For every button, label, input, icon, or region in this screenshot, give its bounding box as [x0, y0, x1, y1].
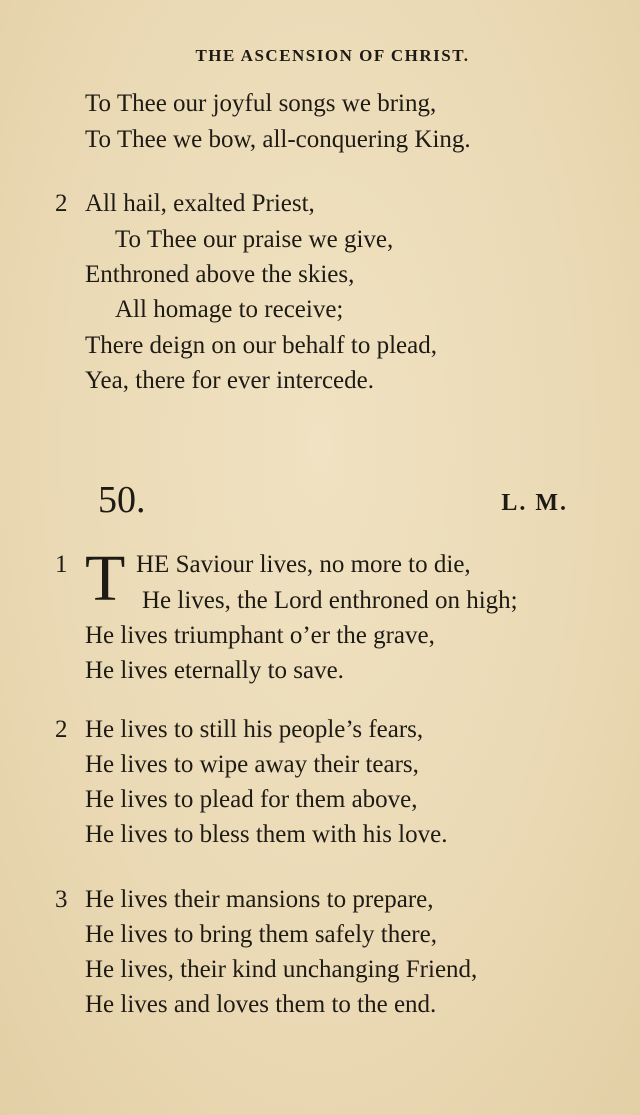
verse-number: 2 [55, 190, 68, 217]
verse-line: He lives and loves them to the end. [85, 991, 437, 1018]
verse-line: He lives to wipe away their tears, [85, 751, 419, 778]
verse-line: He lives to bring them safely there, [85, 921, 437, 948]
hymn-number: 50. [98, 479, 146, 521]
verse-line: He lives their mansions to prepare, [85, 886, 434, 913]
verse-line: He lives to still his people’s fears, [85, 716, 424, 743]
verse-number: 1 [55, 551, 68, 578]
running-head: THE ASCENSION OF CHRIST. [195, 46, 470, 65]
verse-line: HE Saviour lives, no more to die, [136, 551, 471, 578]
verse-line: He lives to bless them with his love. [85, 821, 448, 848]
verse-line: Enthroned above the skies, [85, 261, 355, 288]
verse-number: 2 [55, 716, 68, 743]
verse-line: To Thee our praise we give, [115, 226, 394, 253]
verse-line: He lives, their kind unchanging Friend, [85, 956, 478, 983]
verse-line: Yea, there for ever intercede. [85, 367, 374, 394]
continuation-line: To Thee our joyful songs we bring, [85, 90, 437, 117]
drop-cap: T [85, 542, 126, 615]
hymn-meter: L. M. [501, 490, 568, 516]
verse-line: All hail, exalted Priest, [85, 190, 315, 217]
verse-line: He lives eternally to save. [85, 657, 344, 684]
verse-line: There deign on our behalf to plead, [85, 332, 437, 359]
verse-line: He lives triumphant o’er the grave, [85, 622, 435, 649]
verse-line: He lives to plead for them above, [85, 786, 418, 813]
verse-line: He lives, the Lord enthroned on high; [142, 587, 518, 614]
verse-line: All homage to receive; [115, 296, 344, 323]
continuation-line: To Thee we bow, all-conquering King. [85, 126, 471, 153]
verse-number: 3 [55, 886, 68, 913]
